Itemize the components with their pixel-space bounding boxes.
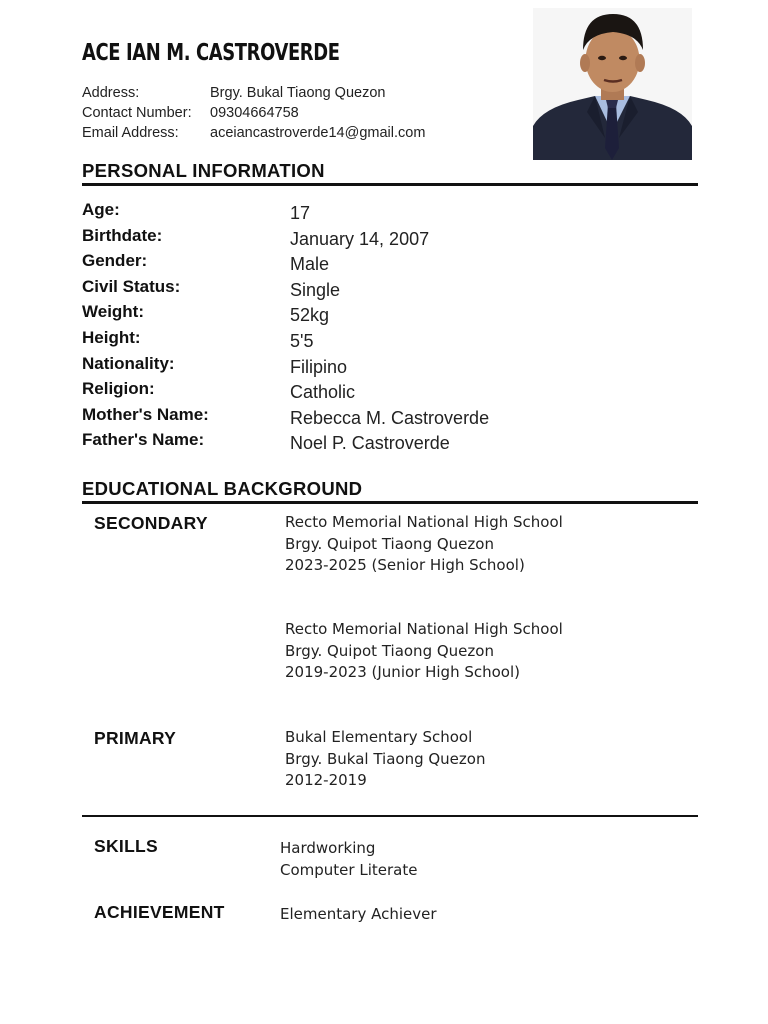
contact-label: Email Address: (82, 125, 179, 141)
resume-name: ACE IAN M. CASTROVERDE (82, 40, 340, 66)
field-label: Height: (82, 327, 141, 347)
skill-item: Hardworking (280, 839, 376, 857)
contact-label: Address: (82, 85, 140, 101)
contact-value: aceiancastroverde14@gmail.com (210, 125, 426, 141)
school-years: 2023-2025 (Senior High School) (285, 556, 525, 574)
profile-photo (533, 8, 692, 160)
personal-row-mother (82, 404, 682, 430)
field-label: Father's Name: (82, 430, 205, 450)
school-address: Brgy. Bukal Tiaong Quezon (285, 749, 486, 768)
field-value: Filipino (290, 356, 348, 377)
personal-row-weight (82, 301, 682, 327)
personal-row-religion (82, 378, 682, 404)
personal-row-gender (82, 250, 682, 276)
achievement-label: ACHIEVEMENT (94, 902, 225, 922)
education-level-secondary: SECONDARY (94, 513, 208, 533)
achievement-item: Elementary Achiever (280, 905, 437, 923)
field-label: Gender: (82, 251, 148, 271)
field-label: Weight: (82, 302, 145, 322)
contact-value: Brgy. Bukal Tiaong Quezon (210, 85, 386, 101)
contact-value: 09304664758 (210, 105, 299, 121)
contact-label: Contact Number: (82, 105, 192, 121)
field-label: Nationality: (82, 353, 175, 373)
field-value: Male (290, 254, 330, 275)
person-portrait-icon (533, 8, 692, 160)
field-value: Catholic (290, 382, 356, 403)
school-name: Recto Memorial National High School (285, 620, 563, 638)
contact-address-row (82, 83, 425, 103)
school-name: Recto Memorial National High School (285, 513, 563, 531)
field-value: 5'5 (290, 330, 314, 351)
field-label: Civil Status: (82, 276, 181, 296)
skills-list (280, 837, 417, 881)
achievement-list (280, 903, 437, 925)
contact-phone-row (82, 103, 425, 123)
personal-row-nationality (82, 353, 682, 379)
personal-row-age (82, 199, 682, 225)
personal-row-civil-status (82, 276, 682, 302)
skill-item: Computer Literate (280, 861, 418, 879)
education-entry-elementary (285, 727, 485, 792)
section-title-education: EDUCATIONAL BACKGROUND (82, 478, 363, 499)
field-value: Single (290, 279, 341, 300)
school-address: Brgy. Quipot Tiaong Quezon (285, 641, 494, 660)
school-years: 2012-2019 (285, 771, 367, 789)
field-label: Birthdate: (82, 225, 163, 245)
school-address: Brgy. Quipot Tiaong Quezon (285, 534, 494, 553)
contact-email-row (82, 123, 425, 143)
field-value: 17 (290, 203, 311, 223)
field-label: Age: (82, 200, 120, 219)
personal-row-father (82, 429, 682, 455)
field-value: Noel P. Castroverde (290, 433, 450, 454)
education-entry-senior-high (285, 512, 563, 577)
field-value: 52kg (290, 305, 330, 326)
section-divider (82, 815, 698, 817)
field-label: Mother's Name: (82, 404, 209, 424)
school-years: 2019-2023 (Junior High School) (285, 663, 520, 681)
education-entry-junior-high (285, 619, 563, 684)
personal-row-height (82, 327, 682, 353)
section-divider (82, 501, 698, 504)
personal-row-birthdate (82, 225, 682, 251)
personal-info-list (82, 199, 682, 455)
section-divider (82, 183, 698, 186)
section-title-personal: PERSONAL INFORMATION (82, 160, 325, 181)
field-label: Religion: (82, 379, 155, 399)
field-value: January 14, 2007 (290, 228, 430, 249)
skills-label: SKILLS (94, 836, 159, 856)
education-level-primary: PRIMARY (94, 728, 177, 748)
field-value: Rebecca M. Castroverde (290, 407, 490, 428)
school-name: Bukal Elementary School (285, 728, 473, 746)
contact-block (82, 83, 425, 143)
